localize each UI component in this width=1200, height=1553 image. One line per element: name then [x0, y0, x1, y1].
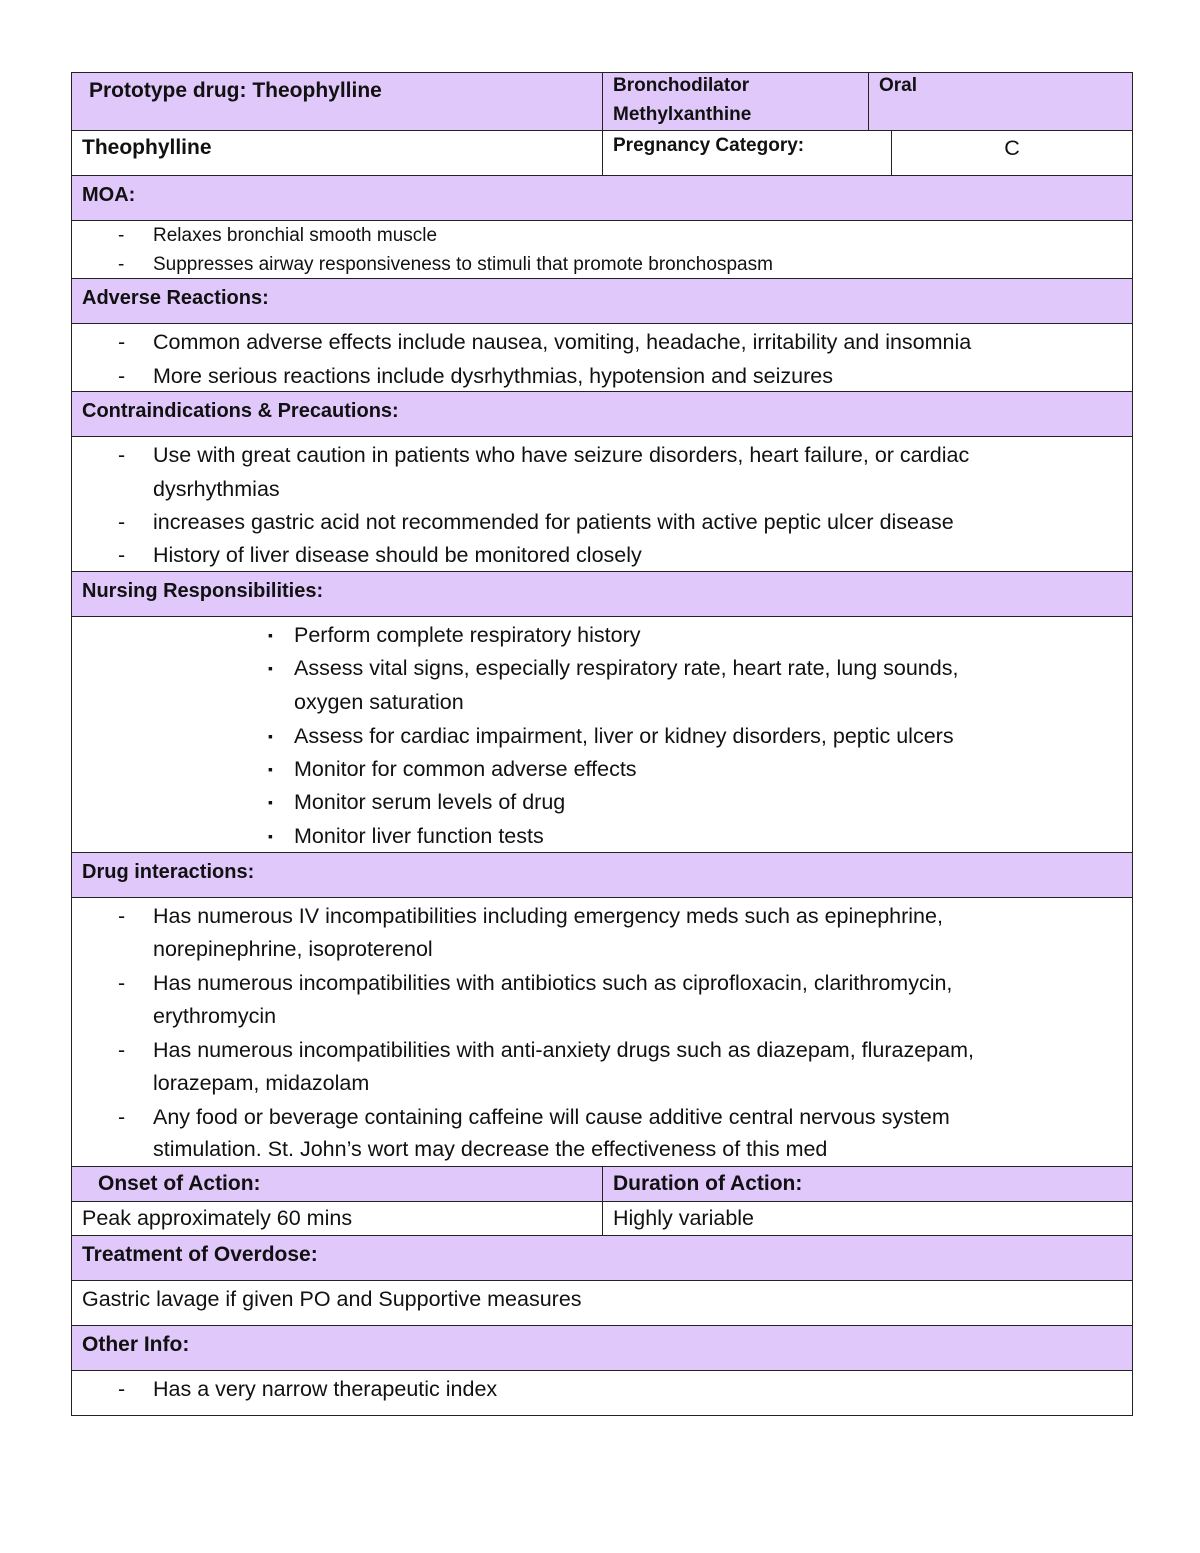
adverse-header [71, 278, 1133, 323]
overdose-title: Treatment of Overdose: [82, 1243, 318, 1266]
interactions-title: Drug interactions: [82, 861, 255, 883]
other-header [71, 1325, 1133, 1370]
contra-body [71, 436, 1133, 571]
route: Oral [879, 75, 918, 96]
bullet-marker: - [118, 1105, 126, 1129]
other-title: Other Info: [82, 1333, 190, 1356]
contra-title: Contraindications & Precautions: [82, 400, 399, 422]
list-item-text: Perform complete respiratory history [294, 623, 641, 647]
list-item-text: Has numerous IV incompatibilities including emergency meds such as epinephrine, [153, 904, 943, 928]
interactions-header [71, 852, 1133, 897]
onset-title: Onset of Action: [98, 1172, 261, 1195]
drug-name: Theophylline [82, 136, 212, 159]
pregnancy-value: C [1004, 136, 1020, 160]
list-item-text: norepinephrine, isoproterenol [153, 937, 433, 961]
list-item-text: Relaxes bronchial smooth muscle [153, 225, 438, 246]
list-item-text: Monitor liver function tests [294, 824, 544, 848]
list-item-text: Use with great caution in patients who have seizure disorders, heart failure, or cardiac [153, 443, 970, 467]
adverse-title: Adverse Reactions: [82, 287, 269, 309]
bullet-marker: ▪ [268, 794, 273, 810]
list-item-text: Common adverse effects include nausea, vomiting, headache, irritability and insomnia [153, 330, 972, 354]
list-item-text: increases gastric acid not recommended for patients with active peptic ulcer disease [153, 510, 954, 534]
adverse-body [71, 323, 1133, 391]
bullet-marker: - [118, 254, 125, 275]
onset-duration-body [71, 1201, 1133, 1235]
contra-header [71, 391, 1133, 436]
list-item-text: Has a very narrow therapeutic index [153, 1377, 498, 1401]
bullet-marker: ▪ [268, 761, 273, 777]
other-body [71, 1370, 1133, 1416]
header-row [71, 72, 1133, 130]
prototype-drug: Prototype drug: Theophylline [89, 79, 382, 102]
moa-header [71, 175, 1133, 220]
bullet-marker: - [118, 364, 126, 388]
list-item-text: oxygen saturation [294, 690, 464, 714]
moa-body [71, 220, 1133, 278]
list-item-text: History of liver disease should be monitored closely [153, 543, 642, 567]
bullet-marker: ▪ [268, 627, 273, 643]
list-item-text: Has numerous incompatibilities with anti-anxiety drugs such as diazepam, flurazepam, [153, 1038, 974, 1062]
list-item-text: dysrhythmias [153, 477, 280, 501]
duration-value: Highly variable [613, 1206, 755, 1230]
list-item-text: erythromycin [153, 1004, 277, 1028]
bullet-marker: - [118, 1377, 126, 1401]
list-item-text: stimulation. St. John’s wort may decrease the effectiveness of this med [153, 1137, 828, 1161]
bullet-marker: - [118, 510, 126, 534]
bullet-marker: - [118, 443, 126, 467]
bullet-marker: ▪ [268, 828, 273, 844]
bullet-marker: - [118, 225, 125, 246]
moa-title: MOA: [82, 184, 136, 206]
list-item-text: Suppresses airway responsiveness to stimuli that promote bronchospasm [153, 254, 773, 275]
drug-class-2: Methylxanthine [613, 104, 752, 125]
list-item-text: Monitor serum levels of drug [294, 790, 566, 814]
bullet-marker: - [118, 543, 126, 567]
list-item-text: lorazepam, midazolam [153, 1071, 370, 1095]
list-item-text: Assess vital signs, especially respiratory rate, heart rate, lung sounds, [294, 656, 959, 680]
bullet-marker: - [118, 971, 126, 995]
drug-class-1: Bronchodilator [613, 75, 750, 96]
list-item-text: Has numerous incompatibilities with antibiotics such as ciprofloxacin, clarithromycin, [153, 971, 953, 995]
bullet-marker: ▪ [268, 728, 273, 744]
overdose-header [71, 1235, 1133, 1280]
bullet-marker: - [118, 1038, 126, 1062]
list-item-text: Any food or beverage containing caffeine will cause additive central nervous system [153, 1105, 950, 1129]
interactions-body [71, 897, 1133, 1166]
duration-title: Duration of Action: [613, 1172, 803, 1195]
list-item-text: Assess for cardiac impairment, liver or kidney disorders, peptic ulcers [294, 724, 954, 748]
nursing-title: Nursing Responsibilities: [82, 580, 324, 602]
nursing-body [71, 616, 1133, 852]
bullet-marker: ▪ [268, 660, 273, 676]
overdose-value: Gastric lavage if given PO and Supportive measures [82, 1287, 582, 1311]
onset-duration-header [71, 1166, 1133, 1201]
list-item-text: Monitor for common adverse effects [294, 757, 637, 781]
bullet-marker: - [118, 904, 126, 928]
list-item-text: More serious reactions include dysrhythmias, hypotension and seizures [153, 364, 833, 388]
pregnancy-label: Pregnancy Category: [613, 135, 805, 156]
bullet-marker: - [118, 330, 126, 354]
overdose-body [71, 1280, 1133, 1325]
nursing-header [71, 571, 1133, 616]
drug-name-row [71, 130, 1133, 175]
onset-value: Peak approximately 60 mins [82, 1206, 353, 1230]
